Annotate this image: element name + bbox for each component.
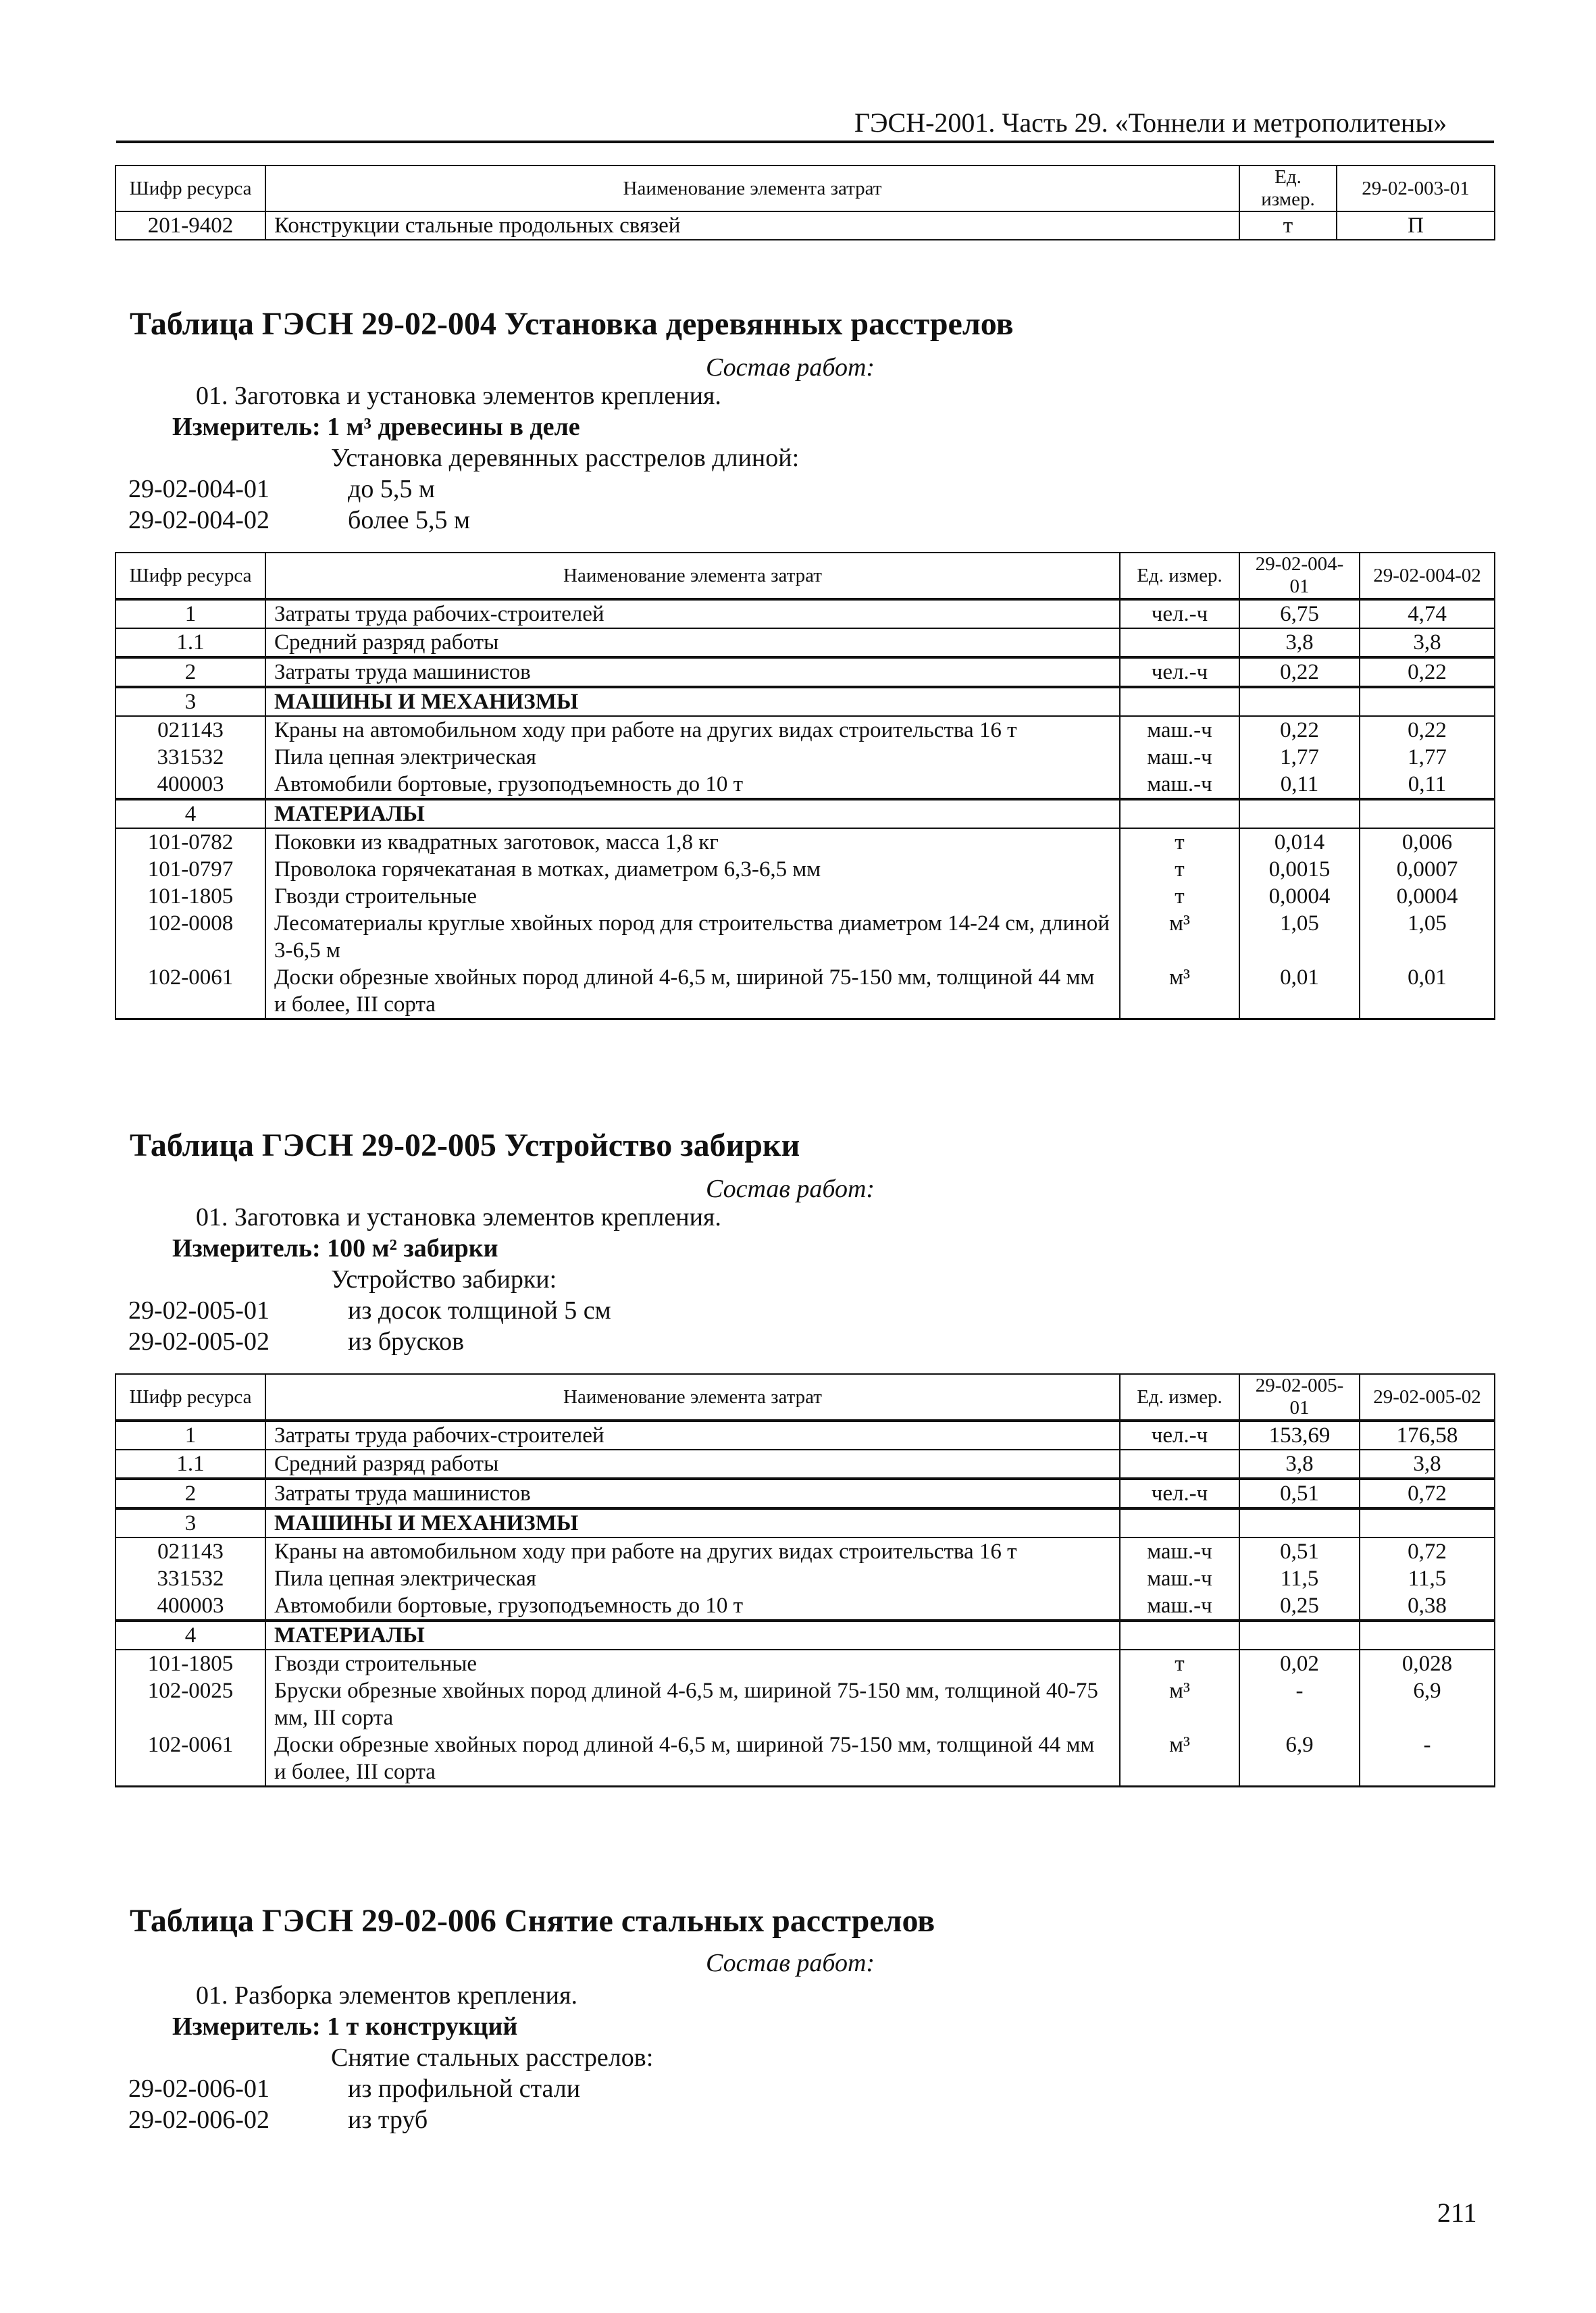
cell-value-2: 4,74 — [1360, 599, 1495, 628]
cell-name: Проволока горячекатаная в мотках, диаметром 6,3-6,5 мм — [265, 856, 1120, 883]
variant-text: до 5,5 м — [348, 475, 435, 503]
cell-value-1: 11,5 — [1239, 1565, 1360, 1592]
cell-unit: м³ — [1120, 964, 1239, 1019]
cell-code: 400003 — [115, 1592, 265, 1621]
col-header-variant-1: 29-02-003-01 — [1337, 166, 1495, 211]
col-header-variant-2: 29-02-005-02 — [1360, 1374, 1495, 1421]
table-29-02-004 — [115, 552, 1495, 1020]
page-number: 211 — [1437, 2197, 1477, 2228]
cell-name: МАШИНЫ И МЕХАНИЗМЫ — [265, 687, 1120, 716]
cell-code: 1.1 — [115, 628, 265, 657]
cell-unit: т — [1120, 883, 1239, 910]
variant-text: из брусков — [348, 1327, 465, 1356]
cell-name: МАТЕРИАЛЫ — [265, 1621, 1120, 1650]
cell-value-2: 0,11 — [1360, 771, 1495, 799]
table-row — [115, 657, 1495, 687]
cell-unit: м³ — [1120, 910, 1239, 964]
col-header-code: Шифр ресурса — [115, 553, 265, 599]
table-row — [115, 1592, 1495, 1621]
cell-unit: маш.-ч — [1120, 771, 1239, 799]
meter-006: Измеритель: 1 т конструкций — [172, 2012, 518, 2041]
table-header-row — [115, 553, 1495, 599]
col-header-name: Наименование элемента затрат — [265, 553, 1120, 599]
cell-value-1: 6,9 — [1239, 1731, 1360, 1787]
cell-value-2: 1,77 — [1360, 744, 1495, 771]
cell-unit — [1120, 687, 1239, 716]
cell-code: 4 — [115, 799, 265, 828]
table-header-row — [115, 1374, 1495, 1421]
cell-code: 2 — [115, 657, 265, 687]
table-29-02-003-tail — [115, 165, 1495, 240]
composition-heading-004: Состав работ: — [706, 353, 875, 382]
cell-value-1: 6,75 — [1239, 599, 1360, 628]
cell-name: Доски обрезные хвойных пород длиной 4-6,5 м, шириной 75-150 мм, толщиной 44 мм и более, III сорта — [265, 964, 1120, 1019]
cell-code: 1 — [115, 599, 265, 628]
cell-code: 4 — [115, 1621, 265, 1650]
table-row — [115, 771, 1495, 799]
cell-value-1 — [1239, 687, 1360, 716]
cell-value-2: - — [1360, 1731, 1495, 1787]
composition-item-006: 01. Разборка элементов крепления. — [196, 1981, 577, 2010]
cell-value-2: 0,72 — [1360, 1537, 1495, 1565]
cell-value-1: 3,8 — [1239, 1450, 1360, 1479]
cell-value-2: 0,0007 — [1360, 856, 1495, 883]
col-header-name: Наименование элемента затрат — [265, 1374, 1120, 1421]
cell-unit: чел.-ч — [1120, 1479, 1239, 1508]
table-row — [115, 883, 1495, 910]
cell-value-1: 153,69 — [1239, 1421, 1360, 1450]
cell-unit: маш.-ч — [1120, 1592, 1239, 1621]
cell-name: Поковки из квадратных заготовок, масса 1,8 кг — [265, 828, 1120, 856]
table-row — [115, 1650, 1495, 1677]
table-row — [115, 1450, 1495, 1479]
table-row — [115, 1421, 1495, 1450]
cell-value-1: 0,22 — [1239, 716, 1360, 744]
variant-code: 29-02-005-02 — [128, 1327, 269, 1356]
variant-text: из труб — [348, 2106, 428, 2134]
cell-code: 331532 — [115, 744, 265, 771]
cell-code: 400003 — [115, 771, 265, 799]
cell-value-1: 0,25 — [1239, 1592, 1360, 1621]
cell-code: 101-1805 — [115, 883, 265, 910]
cell-code: 3 — [115, 687, 265, 716]
cell-value-1: 0,51 — [1239, 1479, 1360, 1508]
cell-name: Доски обрезные хвойных пород длиной 4-6,5 м, шириной 75-150 мм, толщиной 44 мм и более, III сорта — [265, 1731, 1120, 1787]
cell-code: 102-0061 — [115, 964, 265, 1019]
cell-name: Затраты труда машинистов — [265, 657, 1120, 687]
table-row — [115, 828, 1495, 856]
cell-value-2: 0,72 — [1360, 1479, 1495, 1508]
cell-value-2: 0,22 — [1360, 657, 1495, 687]
cell-code: 101-1805 — [115, 1650, 265, 1677]
cell-name: Затраты труда рабочих-строителей — [265, 599, 1120, 628]
cell-unit: т — [1120, 1650, 1239, 1677]
cell-unit: маш.-ч — [1120, 1537, 1239, 1565]
cell-name: Средний разряд работы — [265, 628, 1120, 657]
cell-value-2: 0,0004 — [1360, 883, 1495, 910]
cell-value-1 — [1239, 1621, 1360, 1650]
cell-value-1: П — [1337, 211, 1495, 240]
composition-heading-005: Состав работ: — [706, 1175, 875, 1203]
cell-name: Автомобили бортовые, грузоподъемность до 10 т — [265, 1592, 1120, 1621]
cell-name: Затраты труда рабочих-строителей — [265, 1421, 1120, 1450]
cell-value-2: 176,58 — [1360, 1421, 1495, 1450]
cell-code: 2 — [115, 1479, 265, 1508]
cell-code: 101-0782 — [115, 828, 265, 856]
cell-unit: м³ — [1120, 1677, 1239, 1731]
cell-value-2: 0,01 — [1360, 964, 1495, 1019]
cell-name: Конструкции стальные продольных связей — [265, 211, 1239, 240]
table-row — [115, 599, 1495, 628]
variant-code: 29-02-005-01 — [128, 1296, 269, 1325]
col-header-unit: Ед. измер. — [1120, 553, 1239, 599]
col-header-variant-1: 29-02-004-01 — [1239, 553, 1360, 599]
cell-unit — [1120, 1450, 1239, 1479]
cell-name: Гвозди строительные — [265, 883, 1120, 910]
cell-unit — [1120, 1621, 1239, 1650]
cell-value-2: 3,8 — [1360, 628, 1495, 657]
variants-intro-006: Снятие стальных расстрелов: — [331, 2043, 654, 2072]
cell-unit: маш.-ч — [1120, 744, 1239, 771]
table-row — [115, 1731, 1495, 1787]
cell-name: МАШИНЫ И МЕХАНИЗМЫ — [265, 1508, 1120, 1537]
cell-unit: т — [1120, 856, 1239, 883]
cell-value-1: 0,02 — [1239, 1650, 1360, 1677]
cell-name: Пила цепная электрическая — [265, 744, 1120, 771]
composition-item-004: 01. Заготовка и установка элементов крепления. — [196, 382, 721, 410]
cell-name: Краны на автомобильном ходу при работе на других видах строительства 16 т — [265, 716, 1120, 744]
cell-code: 331532 — [115, 1565, 265, 1592]
cell-value-2 — [1360, 799, 1495, 828]
running-header: ГЭСН-2001. Часть 29. «Тоннели и метрополитены» — [854, 107, 1447, 138]
cell-value-1: 1,05 — [1239, 910, 1360, 964]
table-row — [115, 716, 1495, 744]
col-header-code: Шифр ресурса — [115, 1374, 265, 1421]
cell-value-2: 3,8 — [1360, 1450, 1495, 1479]
table-29-02-005 — [115, 1373, 1495, 1787]
cell-code: 3 — [115, 1508, 265, 1537]
variants-intro-004: Установка деревянных расстрелов длиной: — [331, 444, 800, 472]
table-header-row — [115, 166, 1495, 211]
cell-code: 101-0797 — [115, 856, 265, 883]
cell-value-2: 6,9 — [1360, 1677, 1495, 1731]
col-header-name: Наименование элемента затрат — [265, 166, 1239, 211]
cell-code: 102-0061 — [115, 1731, 265, 1787]
cell-code: 102-0008 — [115, 910, 265, 964]
cell-value-1: 0,0004 — [1239, 883, 1360, 910]
table-row — [115, 1508, 1495, 1537]
variant-text: более 5,5 м — [348, 506, 471, 534]
cell-name: Гвозди строительные — [265, 1650, 1120, 1677]
cell-code: 1.1 — [115, 1450, 265, 1479]
col-header-unit: Ед. измер. — [1120, 1374, 1239, 1421]
table-title-004: Таблица ГЭСН 29-02-004 Установка деревянных расстрелов — [130, 306, 1014, 342]
cell-value-2: 0,028 — [1360, 1650, 1495, 1677]
cell-value-1: - — [1239, 1677, 1360, 1731]
table-row — [115, 799, 1495, 828]
variant-text: из профильной стали — [348, 2075, 581, 2103]
table-row — [115, 1565, 1495, 1592]
col-header-unit: Ед. измер. — [1239, 166, 1337, 211]
cell-name: Лесоматериалы круглые хвойных пород для строительства диаметром 14-24 см, длиной 3-6,5 м — [265, 910, 1120, 964]
col-header-variant-1: 29-02-005-01 — [1239, 1374, 1360, 1421]
cell-code: 021143 — [115, 716, 265, 744]
meter-004: Измеритель: 1 м³ древесины в деле — [172, 413, 580, 441]
meter-005: Измеритель: 100 м² забирки — [172, 1234, 498, 1263]
variant-code: 29-02-006-01 — [128, 2075, 269, 2103]
table-row — [115, 211, 1495, 240]
variant-text: из досок толщиной 5 см — [348, 1296, 611, 1325]
cell-code: 102-0025 — [115, 1677, 265, 1731]
cell-unit: маш.-ч — [1120, 1565, 1239, 1592]
cell-value-1: 0,11 — [1239, 771, 1360, 799]
header-rule — [116, 141, 1494, 143]
cell-unit: т — [1120, 828, 1239, 856]
variants-intro-005: Устройство забирки: — [331, 1265, 557, 1294]
cell-value-1: 1,77 — [1239, 744, 1360, 771]
cell-value-2: 0,38 — [1360, 1592, 1495, 1621]
cell-name: Пила цепная электрическая — [265, 1565, 1120, 1592]
cell-unit: чел.-ч — [1120, 657, 1239, 687]
cell-value-1 — [1239, 799, 1360, 828]
variant-code: 29-02-004-01 — [128, 475, 269, 503]
cell-code: 201-9402 — [115, 211, 265, 240]
variant-code: 29-02-004-02 — [128, 506, 269, 534]
cell-value-2 — [1360, 1621, 1495, 1650]
cell-value-1: 0,51 — [1239, 1537, 1360, 1565]
table-row — [115, 628, 1495, 657]
cell-value-1: 3,8 — [1239, 628, 1360, 657]
cell-name: Краны на автомобильном ходу при работе на других видах строительства 16 т — [265, 1537, 1120, 1565]
table-title-005: Таблица ГЭСН 29-02-005 Устройство забирки — [130, 1127, 800, 1163]
table-row — [115, 1537, 1495, 1565]
table-row — [115, 687, 1495, 716]
cell-code: 021143 — [115, 1537, 265, 1565]
table-row — [115, 856, 1495, 883]
cell-name: Затраты труда машинистов — [265, 1479, 1120, 1508]
cell-unit: м³ — [1120, 1731, 1239, 1787]
cell-value-1 — [1239, 1508, 1360, 1537]
variant-code: 29-02-006-02 — [128, 2106, 269, 2134]
cell-name: Средний разряд работы — [265, 1450, 1120, 1479]
cell-value-2: 0,006 — [1360, 828, 1495, 856]
cell-unit — [1120, 1508, 1239, 1537]
cell-value-1: 0,22 — [1239, 657, 1360, 687]
table-row — [115, 964, 1495, 1019]
cell-value-1: 0,01 — [1239, 964, 1360, 1019]
cell-value-2 — [1360, 687, 1495, 716]
table-row — [115, 744, 1495, 771]
cell-value-2 — [1360, 1508, 1495, 1537]
cell-unit: чел.-ч — [1120, 599, 1239, 628]
cell-unit: т — [1239, 211, 1337, 240]
cell-unit — [1120, 799, 1239, 828]
composition-heading-006: Состав работ: — [706, 1949, 875, 1977]
col-header-variant-2: 29-02-004-02 — [1360, 553, 1495, 599]
cell-unit: маш.-ч — [1120, 716, 1239, 744]
cell-name: Бруски обрезные хвойных пород длиной 4-6,5 м, шириной 75-150 мм, толщиной 40-75 мм, III сорта — [265, 1677, 1120, 1731]
table-row — [115, 1479, 1495, 1508]
table-row — [115, 910, 1495, 964]
table-row — [115, 1621, 1495, 1650]
cell-value-1: 0,0015 — [1239, 856, 1360, 883]
composition-item-005: 01. Заготовка и установка элементов крепления. — [196, 1203, 721, 1231]
table-row — [115, 1677, 1495, 1731]
cell-value-1: 0,014 — [1239, 828, 1360, 856]
cell-value-2: 1,05 — [1360, 910, 1495, 964]
cell-name: Автомобили бортовые, грузоподъемность до 10 т — [265, 771, 1120, 799]
col-header-code: Шифр ресурса — [115, 166, 265, 211]
cell-code: 1 — [115, 1421, 265, 1450]
cell-value-2: 0,22 — [1360, 716, 1495, 744]
table-title-006: Таблица ГЭСН 29-02-006 Снятие стальных расстрелов — [130, 1903, 935, 1939]
cell-unit: чел.-ч — [1120, 1421, 1239, 1450]
cell-unit — [1120, 628, 1239, 657]
cell-name: МАТЕРИАЛЫ — [265, 799, 1120, 828]
cell-value-2: 11,5 — [1360, 1565, 1495, 1592]
